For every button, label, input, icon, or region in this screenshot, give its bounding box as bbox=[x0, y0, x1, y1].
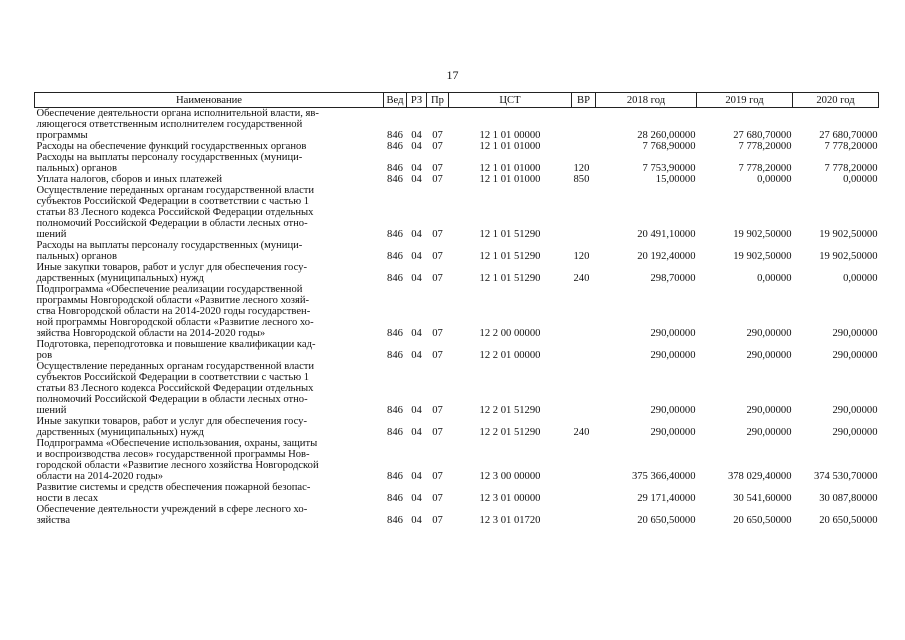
name-line: пальных) органов bbox=[36, 251, 117, 262]
cell-vr bbox=[572, 284, 596, 339]
cell-2020: 19 902,50000 bbox=[819, 229, 878, 240]
cell-name bbox=[35, 152, 384, 174]
cell-cst: 12 2 00 00000 bbox=[479, 328, 541, 339]
cell-2020: 30 087,80000 bbox=[819, 493, 878, 504]
cell-2019: 378 029,40000 bbox=[727, 471, 792, 482]
table-body bbox=[35, 108, 879, 527]
cell-2020: 7 778,20000 bbox=[824, 141, 878, 152]
cell-pr: 07 bbox=[432, 405, 443, 416]
cell-pr: 07 bbox=[432, 163, 443, 174]
cell-vr: 240 bbox=[573, 427, 590, 438]
table-row bbox=[35, 141, 879, 152]
name-line: и воспроизводства лесов» государственной программы Нов- bbox=[36, 449, 310, 460]
name-line: зяйства Новгородской области на 2014-2020 годы» bbox=[36, 328, 266, 339]
cell-2020: 290,00000 bbox=[832, 405, 878, 416]
cell-name bbox=[35, 262, 384, 284]
name-line: субъектов Российской Федерации в соответствии с частью 1 bbox=[36, 372, 310, 383]
cell-cst: 12 1 01 51290 bbox=[479, 229, 541, 240]
name-line: области на 2014-2020 годы» bbox=[36, 471, 164, 482]
cell-2019: 7 778,20000 bbox=[738, 141, 792, 152]
cell-vr: 120 bbox=[573, 251, 590, 262]
cell-cst: 12 1 01 51290 bbox=[479, 273, 541, 284]
header-2018: 2018 год bbox=[596, 93, 697, 108]
header-2020: 2020 год bbox=[793, 93, 879, 108]
table-row bbox=[35, 504, 879, 526]
cell-ved: 846 bbox=[387, 229, 403, 240]
cell-ved: 846 bbox=[387, 515, 403, 526]
cell-2019: 27 680,70000 bbox=[733, 130, 792, 141]
name-line: Подготовка, переподготовка и повышение квалификации кад- bbox=[36, 339, 316, 350]
name-line: Осуществление переданных органам государственной власти bbox=[36, 185, 315, 196]
cell-2019: 290,00000 bbox=[746, 427, 792, 438]
cell-name bbox=[35, 185, 384, 240]
name-line: зяйства bbox=[36, 515, 71, 526]
cell-2018: 29 171,40000 bbox=[637, 493, 696, 504]
cell-cst: 12 1 01 00000 bbox=[479, 130, 541, 141]
name-line: Расходы на выплаты персоналу государственных (муници- bbox=[36, 152, 303, 163]
header-cst: ЦСТ bbox=[449, 93, 572, 108]
name-line: шений bbox=[36, 405, 67, 416]
table-header-row bbox=[35, 93, 879, 108]
name-line: Иные закупки товаров, работ и услуг для обеспечения госу- bbox=[36, 262, 308, 273]
cell-cst: 12 1 01 51290 bbox=[479, 251, 541, 262]
cell-cst: 12 3 01 00000 bbox=[479, 493, 541, 504]
cell-2019: 19 902,50000 bbox=[733, 229, 792, 240]
cell-2018: 20 491,10000 bbox=[637, 229, 696, 240]
cell-ved: 846 bbox=[387, 350, 403, 361]
name-line: Обеспечение деятельности органа исполнительной власти, яв- bbox=[36, 108, 319, 119]
cell-ved: 846 bbox=[387, 405, 403, 416]
cell-2018: 375 366,40000 bbox=[631, 471, 696, 482]
cell-2019: 30 541,60000 bbox=[733, 493, 792, 504]
cell-cst: 12 2 01 51290 bbox=[479, 405, 541, 416]
cell-2018: 20 192,40000 bbox=[637, 251, 696, 262]
cell-cst: 12 2 01 00000 bbox=[479, 350, 541, 361]
name-line: ства Новгородской области на 2014-2020 годы государствен- bbox=[36, 306, 311, 317]
name-line: статьи 83 Лесного кодекса Российской Федерации отдельных bbox=[36, 383, 314, 394]
name-line: Уплата налогов, сборов и иных платежей bbox=[36, 174, 223, 185]
cell-2018: 7 768,90000 bbox=[642, 141, 696, 152]
table-row bbox=[35, 339, 879, 361]
name-line: Осуществление переданных органам государственной власти bbox=[36, 361, 315, 372]
cell-2018: 290,00000 bbox=[650, 350, 696, 361]
cell-pr: 07 bbox=[432, 130, 443, 141]
cell-name bbox=[35, 482, 384, 504]
cell-cst: 12 3 01 01720 bbox=[479, 515, 541, 526]
cell-2020: 290,00000 bbox=[832, 350, 878, 361]
cell-cst: 12 1 01 01000 bbox=[479, 174, 541, 185]
cell-2019: 19 902,50000 bbox=[733, 251, 792, 262]
cell-pr: 07 bbox=[432, 471, 443, 482]
cell-name bbox=[35, 240, 384, 262]
name-line: ной программы Новгородской области «Развитие лесного хо- bbox=[36, 317, 314, 328]
cell-2018: 28 260,00000 bbox=[637, 130, 696, 141]
name-line: Подпрограмма «Обеспечение использования, охраны, защиты bbox=[36, 438, 318, 449]
cell-pr: 07 bbox=[432, 251, 443, 262]
cell-2020: 374 530,70000 bbox=[813, 471, 878, 482]
cell-name bbox=[35, 438, 384, 482]
cell-rz: 04 bbox=[411, 229, 422, 240]
cell-2019: 20 650,50000 bbox=[733, 515, 792, 526]
cell-2018: 290,00000 bbox=[650, 427, 696, 438]
table-row bbox=[35, 482, 879, 504]
cell-rz: 04 bbox=[411, 427, 422, 438]
budget-table bbox=[34, 92, 879, 526]
cell-ved: 846 bbox=[387, 174, 403, 185]
cell-2019: 7 778,20000 bbox=[738, 163, 792, 174]
name-line: городской области «Развитие лесного хозяйства Новгородской bbox=[36, 460, 319, 471]
name-line: Иные закупки товаров, работ и услуг для обеспечения госу- bbox=[36, 416, 308, 427]
cell-ved: 846 bbox=[387, 251, 403, 262]
cell-pr: 07 bbox=[432, 174, 443, 185]
name-line: ности в лесах bbox=[36, 493, 99, 504]
cell-ved: 846 bbox=[387, 427, 403, 438]
table-row bbox=[35, 438, 879, 482]
cell-rz: 04 bbox=[411, 405, 422, 416]
cell-ved: 846 bbox=[387, 130, 403, 141]
cell-name bbox=[35, 174, 384, 185]
cell-vr bbox=[572, 185, 596, 240]
cell-pr: 07 bbox=[432, 141, 443, 152]
header-ved: Вед bbox=[384, 93, 407, 108]
cell-name bbox=[35, 416, 384, 438]
cell-ved: 846 bbox=[387, 493, 403, 504]
cell-name bbox=[35, 108, 384, 142]
cell-pr: 07 bbox=[432, 229, 443, 240]
name-line: субъектов Российской Федерации в соответствии с частью 1 bbox=[36, 196, 310, 207]
cell-vr bbox=[572, 482, 596, 504]
cell-ved: 846 bbox=[387, 163, 403, 174]
cell-name bbox=[35, 284, 384, 339]
cell-2018: 15,00000 bbox=[655, 174, 696, 185]
table-row bbox=[35, 185, 879, 240]
cell-pr: 07 bbox=[432, 493, 443, 504]
cell-rz: 04 bbox=[411, 130, 422, 141]
header-rz: РЗ bbox=[407, 93, 427, 108]
cell-ved: 846 bbox=[387, 328, 403, 339]
table-row bbox=[35, 108, 879, 142]
name-line: полномочий Российской Федерации в области лесных отно- bbox=[36, 394, 308, 405]
cell-2019: 290,00000 bbox=[746, 350, 792, 361]
cell-pr: 07 bbox=[432, 328, 443, 339]
cell-2018: 7 753,90000 bbox=[642, 163, 696, 174]
cell-vr bbox=[572, 108, 596, 142]
table-row bbox=[35, 284, 879, 339]
table-row bbox=[35, 416, 879, 438]
name-line: Расходы на обеспечение функций государственных органов bbox=[36, 141, 307, 152]
cell-name bbox=[35, 141, 384, 152]
name-line: Развитие системы и средств обеспечения пожарной безопас- bbox=[36, 482, 311, 493]
header-vr: ВР bbox=[572, 93, 596, 108]
cell-rz: 04 bbox=[411, 141, 422, 152]
cell-pr: 07 bbox=[432, 427, 443, 438]
cell-rz: 04 bbox=[411, 273, 422, 284]
name-line: дарственных (муниципальных) нужд bbox=[36, 273, 204, 284]
table-row bbox=[35, 361, 879, 416]
table-row bbox=[35, 262, 879, 284]
name-line: дарственных (муниципальных) нужд bbox=[36, 427, 204, 438]
cell-2019: 0,00000 bbox=[757, 273, 792, 284]
cell-2018: 290,00000 bbox=[650, 328, 696, 339]
cell-cst: 12 2 01 51290 bbox=[479, 427, 541, 438]
name-line: Обеспечение деятельности учреждений в сфере лесного хо- bbox=[36, 504, 308, 515]
cell-vr bbox=[572, 438, 596, 482]
cell-rz: 04 bbox=[411, 163, 422, 174]
cell-2020: 27 680,70000 bbox=[819, 130, 878, 141]
cell-pr: 07 bbox=[432, 515, 443, 526]
cell-vr: 120 bbox=[573, 163, 590, 174]
name-line: Подпрограмма «Обеспечение реализации государственной bbox=[36, 284, 303, 295]
cell-rz: 04 bbox=[411, 515, 422, 526]
cell-pr: 07 bbox=[432, 273, 443, 284]
cell-rz: 04 bbox=[411, 493, 422, 504]
cell-2020: 0,00000 bbox=[843, 174, 878, 185]
cell-2020: 19 902,50000 bbox=[819, 251, 878, 262]
cell-cst: 12 3 00 00000 bbox=[479, 471, 541, 482]
cell-cst: 12 1 01 01000 bbox=[479, 141, 541, 152]
cell-vr bbox=[572, 339, 596, 361]
cell-rz: 04 bbox=[411, 328, 422, 339]
header-2019: 2019 год bbox=[697, 93, 793, 108]
name-line: пальных) органов bbox=[36, 163, 117, 174]
cell-name bbox=[35, 361, 384, 416]
page-number: 17 bbox=[446, 68, 459, 82]
cell-ved: 846 bbox=[387, 141, 403, 152]
name-line: программы Новгородской области «Развитие лесного хозяй- bbox=[36, 295, 310, 306]
name-line: ров bbox=[36, 350, 53, 361]
cell-cst: 12 1 01 01000 bbox=[479, 163, 541, 174]
name-line: Расходы на выплаты персоналу государственных (муници- bbox=[36, 240, 303, 251]
table-row bbox=[35, 240, 879, 262]
cell-vr: 240 bbox=[573, 273, 590, 284]
cell-2018: 20 650,50000 bbox=[637, 515, 696, 526]
cell-rz: 04 bbox=[411, 471, 422, 482]
name-line: программы bbox=[36, 130, 88, 141]
table-row bbox=[35, 174, 879, 185]
name-line: ляющегося ответственным исполнителем государственной bbox=[36, 119, 303, 130]
cell-2018: 290,00000 bbox=[650, 405, 696, 416]
cell-2020: 290,00000 bbox=[832, 427, 878, 438]
cell-2020: 0,00000 bbox=[843, 273, 878, 284]
table-row bbox=[35, 152, 879, 174]
header-name: Наименование bbox=[35, 93, 384, 108]
cell-2019: 290,00000 bbox=[746, 405, 792, 416]
cell-2020: 20 650,50000 bbox=[819, 515, 878, 526]
name-line: полномочий Российской Федерации в области лесных отно- bbox=[36, 218, 308, 229]
cell-2020: 7 778,20000 bbox=[824, 163, 878, 174]
cell-name bbox=[35, 504, 384, 526]
cell-rz: 04 bbox=[411, 350, 422, 361]
cell-2018: 298,70000 bbox=[650, 273, 696, 284]
cell-vr bbox=[572, 504, 596, 526]
name-line: статьи 83 Лесного кодекса Российской Федерации отдельных bbox=[36, 207, 314, 218]
cell-rz: 04 bbox=[411, 251, 422, 262]
cell-2019: 290,00000 bbox=[746, 328, 792, 339]
cell-name bbox=[35, 339, 384, 361]
header-pr: Пр bbox=[427, 93, 449, 108]
cell-ved: 846 bbox=[387, 273, 403, 284]
cell-rz: 04 bbox=[411, 174, 422, 185]
cell-vr bbox=[572, 361, 596, 416]
cell-2020: 290,00000 bbox=[832, 328, 878, 339]
name-line: шений bbox=[36, 229, 67, 240]
cell-vr bbox=[572, 141, 596, 152]
cell-2019: 0,00000 bbox=[757, 174, 792, 185]
cell-vr: 850 bbox=[573, 174, 590, 185]
cell-pr: 07 bbox=[432, 350, 443, 361]
cell-ved: 846 bbox=[387, 471, 403, 482]
